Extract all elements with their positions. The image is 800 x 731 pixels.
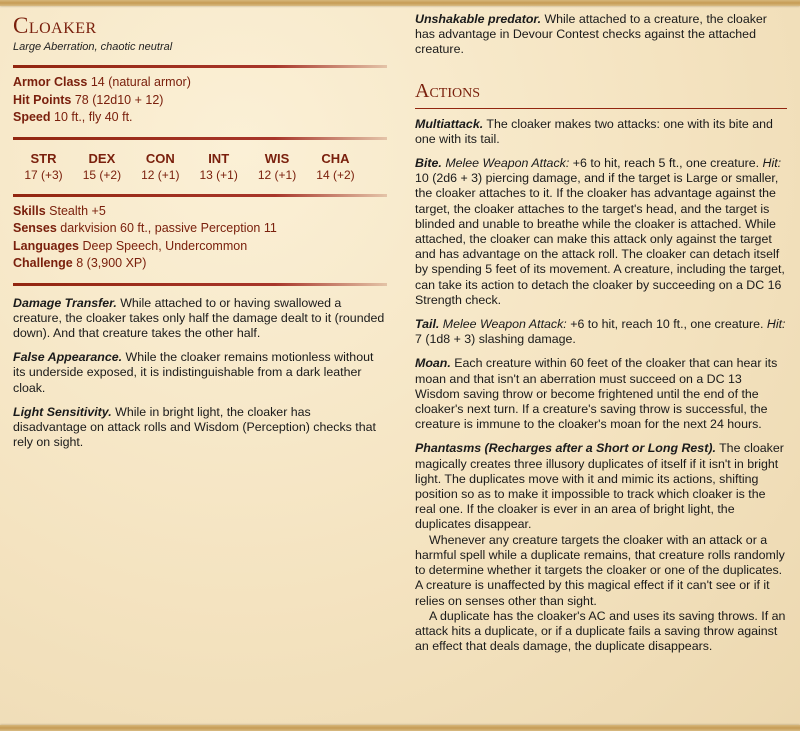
section-divider	[13, 65, 387, 68]
armor-class-label: Armor Class	[13, 75, 88, 89]
attack-type: Melee Weapon Attack:	[442, 317, 567, 332]
trait-light-sensitivity	[13, 405, 387, 451]
armor-class	[13, 74, 387, 92]
ability-name: INT	[208, 150, 230, 166]
trait-name: False Appearance.	[13, 350, 123, 365]
action-name: Multiattack.	[415, 116, 484, 131]
action-phantasms	[415, 441, 787, 532]
action-text: Each creature within 60 feet of the cloaker that can hear its moan and that isn't an aberration must succeed on a DC 13 Wisdom saving throw or become frightened until the end of the cloaker's next turn. If a creature's saving throw is successful, the creature is immune to the cloaker's moan for the next 24 hours.	[415, 356, 778, 432]
languages	[13, 238, 387, 256]
ability-con	[138, 150, 183, 184]
action-multiattack	[415, 117, 787, 147]
hit-points	[13, 92, 387, 110]
action-name: Phantasms (Recharges after a Short or Long Rest).	[415, 441, 716, 456]
trait-text: While in bright light, the cloaker has disadvantage on attack rolls and Wisdom (Perception) checks that rely on sight.	[13, 404, 376, 450]
ability-dex	[79, 150, 124, 184]
action-bite	[415, 156, 787, 308]
speed-label: Speed	[13, 110, 51, 124]
hit-text: 7 (1d8 + 3) slashing damage.	[415, 332, 576, 347]
trait-damage-transfer	[13, 296, 387, 342]
trait-name: Unshakable predator.	[415, 12, 542, 26]
page-border-bottom	[0, 725, 800, 731]
skills	[13, 203, 387, 221]
ability-name: CHA	[321, 150, 350, 166]
action-name: Tail.	[415, 317, 440, 332]
challenge	[13, 255, 387, 273]
ability-score: 12 (+1)	[257, 167, 297, 182]
speed	[13, 109, 387, 127]
senses-label: Senses	[13, 221, 57, 235]
trait-text: While attached to or having swallowed a creature, the cloaker takes only half the damage dealt to it (rounded down). And that creature takes the other half.	[13, 295, 385, 340]
right-column	[415, 12, 787, 663]
section-divider	[13, 283, 387, 286]
hit-points-value: 78 (12d10 + 12)	[74, 92, 164, 107]
action-tail	[415, 317, 787, 347]
ability-score: 14 (+2)	[316, 167, 355, 182]
ability-name: CON	[145, 150, 175, 166]
attack-text: +6 to hit, reach 10 ft., one creature.	[570, 317, 764, 332]
challenge-label: Challenge	[13, 256, 73, 270]
phantasms-paragraph-2: Whenever any creature targets the cloaker with an attack or a harmful spell while a duplicate remains, that creature rolls randomly to determine whether it targets the cloaker or one of the duplicates. A creature is unaffected by this magical effect if it can't see or if it relies on senses other than sight.	[415, 532, 785, 608]
action-text: The cloaker magically creates three illusory duplicates of itself if it isn't in bright light. The duplicates move with it and mimic its actions, shifting position so as to make it impossible to track which cloaker is the real one. If the cloaker is ever in an area of bright light, the duplicates disappear.	[415, 441, 784, 532]
ability-str	[21, 150, 66, 184]
action-text: The cloaker makes two attacks: one with its bite and one with its tail.	[415, 116, 773, 146]
attack-text: +6 to hit, reach 5 ft., one creature.	[572, 156, 760, 171]
left-column	[13, 12, 387, 459]
hit-label: Hit:	[766, 317, 786, 332]
ability-score: 13 (+1)	[199, 167, 238, 182]
trait-name: Damage Transfer.	[13, 295, 117, 310]
section-divider	[13, 137, 387, 140]
ability-name: DEX	[88, 150, 116, 166]
page-border-top	[0, 0, 800, 6]
attack-type: Melee Weapon Attack:	[445, 156, 570, 171]
monster-type: Large Aberration, chaotic neutral	[13, 41, 173, 53]
action-name: Bite.	[415, 156, 442, 171]
hit-label: Hit:	[762, 156, 782, 171]
challenge-value: 8 (3,900 XP)	[76, 256, 147, 270]
action-moan	[415, 356, 787, 432]
speed-value: 10 ft., fly 40 ft.	[54, 110, 133, 124]
senses	[13, 220, 387, 238]
ability-cha	[313, 150, 358, 184]
skills-value: Stealth +5	[49, 203, 106, 218]
action-name: Moan.	[415, 356, 451, 371]
trait-unshakable-predator	[415, 12, 787, 58]
ability-name: WIS	[264, 150, 290, 166]
ability-int	[196, 150, 241, 184]
trait-text: While the cloaker remains motionless without its underside exposed, it is indistinguishable from a dark leather cloak.	[13, 350, 374, 395]
monster-name: Cloaker	[13, 13, 97, 38]
ability-score: 17 (+3)	[24, 167, 63, 182]
hit-text: 10 (2d6 + 3) piercing damage, and if the target is Large or smaller, the cloaker attaches to it. If the cloaker has advantage against the target, the cloaker attaches to the target's head, and the target is blinded and unable to breathe while the cloaker is attached. While attached, the cloaker can make this attack only against the target and has advantage on the attack roll. The cloaker can detach itself by spending 5 feet of its movement. A creature, including the target, can take its action to detach the cloaker by succeeding on a DC 16 Strength check.	[415, 171, 785, 307]
languages-label: Languages	[13, 238, 79, 253]
trait-false-appearance	[13, 350, 387, 396]
ability-name: STR	[30, 150, 57, 166]
actions-heading: Actions	[415, 79, 481, 102]
trait-name: Light Sensitivity.	[13, 404, 112, 419]
ability-score: 15 (+2)	[82, 167, 122, 182]
ability-wis	[255, 150, 300, 184]
skills-label: Skills	[13, 203, 46, 218]
hit-points-label: Hit Points	[13, 92, 72, 107]
ability-score: 12 (+1)	[141, 167, 180, 182]
actions-divider	[415, 108, 787, 109]
trait-text: While attached to a creature, the cloaker has advantage in Devour Contest checks against the attached creature.	[415, 12, 767, 57]
section-divider	[13, 194, 387, 197]
senses-value: darkvision 60 ft., passive Perception 11	[60, 221, 277, 235]
armor-class-value: 14 (natural armor)	[90, 75, 191, 89]
ability-scores	[13, 150, 387, 184]
languages-value: Deep Speech, Undercommon	[82, 238, 248, 253]
phantasms-paragraph-3: A duplicate has the cloaker's AC and uses its saving throws. If an attack hits a duplicate, or if a duplicate fails a saving throw against an effect that deals damage, the duplicate disappears.	[415, 608, 786, 654]
